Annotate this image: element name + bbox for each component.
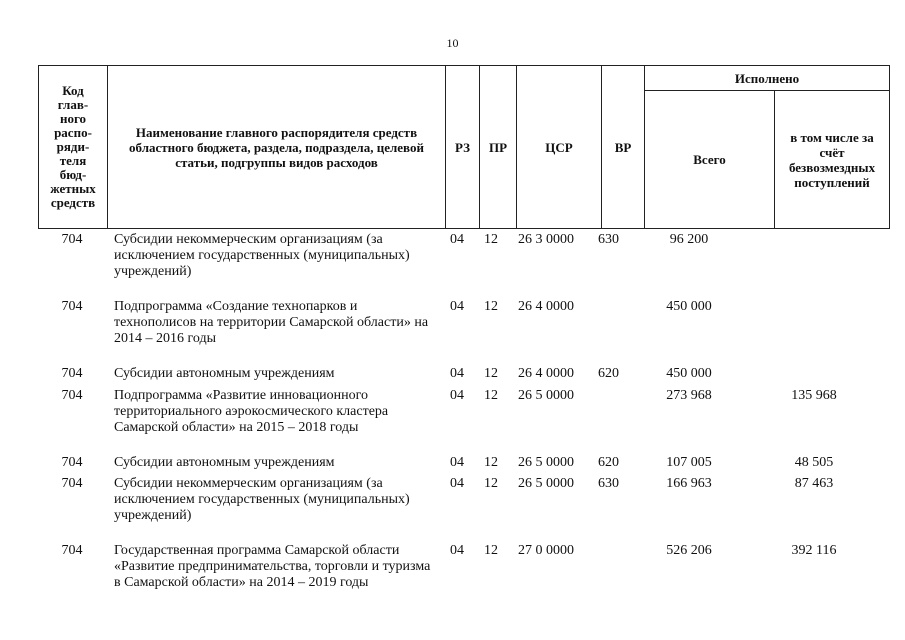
row-vr: 620: [598, 366, 619, 381]
header-code-line: ряди-: [56, 139, 90, 154]
header-csr: ЦСР: [517, 66, 602, 229]
row-name: Субсидии автономным учреждениям: [114, 455, 335, 470]
header-code-line: распо-: [54, 125, 92, 140]
header-code-line: глав-: [57, 97, 89, 112]
table-header: [38, 65, 890, 229]
row-pr: 12: [484, 232, 498, 247]
header-vr: ВР: [602, 66, 645, 229]
row-total: 450 000: [666, 299, 712, 314]
row-total: 166 963: [666, 476, 712, 491]
row-rz: 04: [450, 232, 464, 247]
row-rz: 04: [450, 299, 464, 314]
header-code-cell: [39, 66, 108, 229]
row-csr: 26 3 0000: [518, 232, 574, 247]
row-vr: 630: [598, 232, 619, 247]
row-free: 392 116: [791, 543, 837, 558]
row-code: 704: [61, 232, 83, 247]
row-total: 450 000: [666, 366, 712, 381]
table-row: [38, 366, 873, 382]
row-pr: 12: [484, 476, 498, 491]
row-code: 704: [61, 388, 83, 403]
table-body: [38, 232, 873, 610]
row-vr: 630: [598, 476, 619, 491]
row-code: 704: [61, 299, 83, 314]
row-pr: 12: [484, 366, 498, 381]
header-code-line: средств: [50, 195, 96, 210]
row-csr: 26 5 0000: [518, 455, 574, 470]
header-code-line: теля: [59, 153, 87, 168]
header-code-line: бюд-: [59, 167, 87, 182]
row-rz: 04: [450, 476, 464, 491]
row-name: Субсидии некоммерческим организациям (за исключением государственных (муниципальных) учреждений): [114, 232, 410, 279]
row-csr: 26 4 0000: [518, 299, 574, 314]
row-name: Подпрограмма «Создание технопарков и технополисов на территории Самарской области» на 2014 – 2016 годы: [114, 299, 429, 346]
header-code-line: жетных: [50, 181, 96, 196]
row-rz: 04: [450, 388, 464, 403]
row-csr: 26 5 0000: [518, 388, 574, 403]
row-code: 704: [61, 543, 83, 558]
header-rz: РЗ: [446, 66, 480, 229]
header-total: Всего: [645, 91, 775, 229]
row-total: 526 206: [666, 543, 712, 558]
row-name: Подпрограмма «Развитие инновационного территориального аэрокосмического кластера Самарской области» на 2015 – 2018 годы: [114, 388, 389, 435]
row-free: 135 968: [791, 388, 837, 403]
row-csr: 27 0 0000: [518, 543, 574, 558]
row-name: Субсидии некоммерческим организациям (за исключением государственных (муниципальных) учреждений): [114, 476, 410, 523]
row-pr: 12: [484, 299, 498, 314]
row-pr: 12: [484, 388, 498, 403]
row-rz: 04: [450, 543, 464, 558]
row-rz: 04: [450, 366, 464, 381]
row-free: 48 505: [794, 455, 834, 470]
header-pr: ПР: [480, 66, 517, 229]
row-code: 704: [61, 476, 83, 491]
row-total: 107 005: [666, 455, 712, 470]
table-row: [38, 232, 873, 280]
row-csr: 26 5 0000: [518, 476, 574, 491]
row-pr: 12: [484, 543, 498, 558]
header-free: в том числе за счёт безвозмездных поступлений: [775, 91, 890, 229]
page-number: 10: [446, 36, 459, 50]
header-code-line: ного: [59, 111, 87, 126]
row-code: 704: [61, 366, 83, 381]
row-pr: 12: [484, 455, 498, 470]
row-csr: 26 4 0000: [518, 366, 574, 381]
row-vr: 620: [598, 455, 619, 470]
table-row: [38, 476, 873, 524]
header-executed: Исполнено: [645, 66, 890, 91]
header-code-line: Код: [62, 83, 84, 98]
row-code: 704: [61, 455, 83, 470]
table-row: [38, 388, 873, 436]
header-name: Наименование главного распорядителя средств областного бюджета, раздела, подраздела, целевой статьи, подгруппы видов расходов: [108, 66, 446, 229]
row-name: Государственная программа Самарской области «Развитие предпринимательства, торговли и туризма в Самарской области» на 2014 – 2019 годы: [114, 543, 431, 590]
row-rz: 04: [450, 455, 464, 470]
table-row: [38, 543, 873, 591]
row-total: 96 200: [669, 232, 709, 247]
row-total: 273 968: [666, 388, 712, 403]
table-row: [38, 455, 873, 471]
row-name: Субсидии автономным учреждениям: [114, 366, 335, 381]
row-free: 87 463: [794, 476, 834, 491]
table-row: [38, 299, 873, 347]
